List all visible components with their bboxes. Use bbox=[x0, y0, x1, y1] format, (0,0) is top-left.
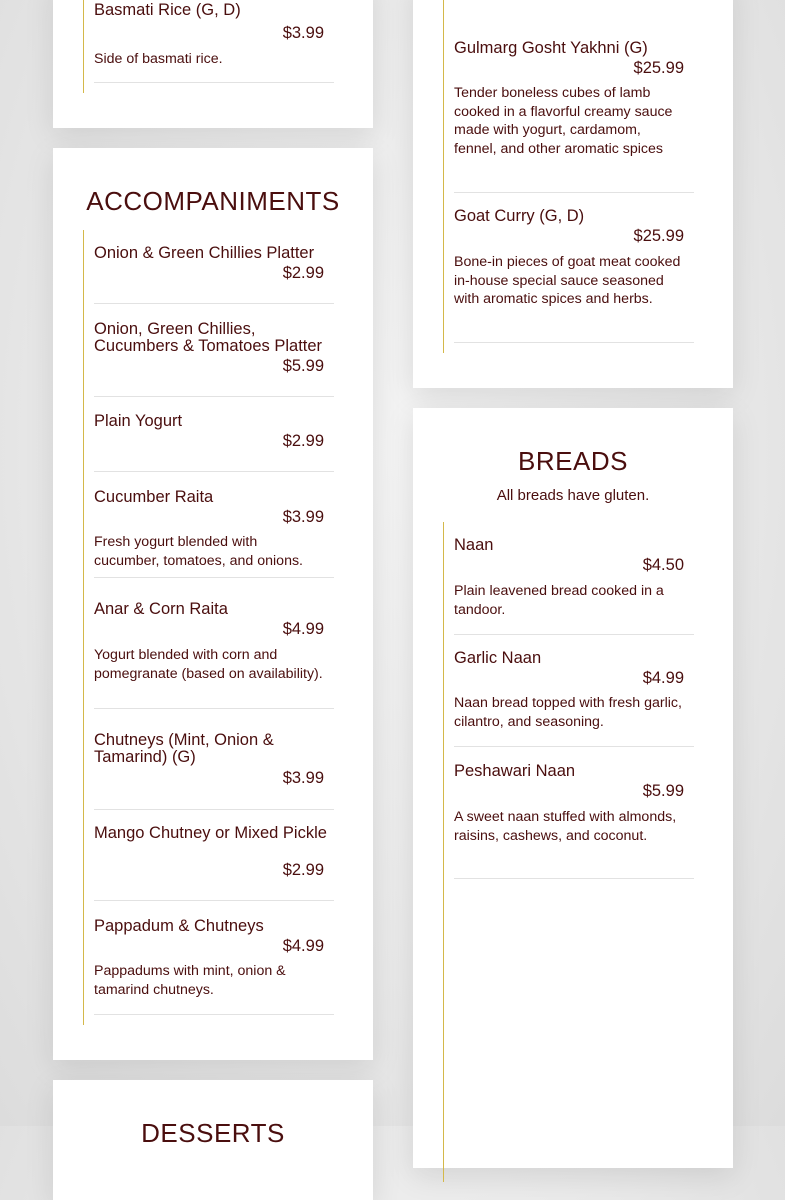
section-title: ACCOMPANIMENTS bbox=[86, 186, 340, 216]
item-divider bbox=[454, 878, 694, 879]
item-description: Naan bread topped with fresh garlic, cilantro, and seasoning. bbox=[454, 695, 682, 730]
item-name: Pappadum & Chutneys bbox=[94, 917, 264, 935]
item-divider bbox=[454, 746, 694, 747]
section-note: All breads have gluten. bbox=[496, 487, 650, 504]
item-divider bbox=[94, 577, 334, 578]
item-divider bbox=[94, 471, 334, 472]
item-name: Anar & Corn Raita bbox=[94, 600, 228, 618]
item-divider bbox=[94, 303, 334, 304]
item-divider bbox=[94, 82, 334, 83]
item-name: Basmati Rice (G, D) bbox=[94, 1, 241, 19]
item-price: $4.99 bbox=[282, 620, 324, 638]
item-price: $2.99 bbox=[282, 861, 324, 879]
item-name: Chutneys (Mint, Onion & Tamarind) (G) bbox=[94, 731, 274, 766]
item-price: $25.99 bbox=[633, 227, 684, 245]
rice-card bbox=[53, 0, 373, 128]
item-description: Tender boneless cubes of lamb cooked in a flavorful creamy sauce made with yogurt, cardamom, fennel, and other aromatic spices bbox=[454, 85, 673, 157]
rice-items bbox=[83, 0, 324, 93]
item-price: $5.99 bbox=[642, 782, 684, 800]
item-name: Cucumber Raita bbox=[94, 488, 214, 506]
item-name: Mango Chutney or Mixed Pickle bbox=[94, 824, 327, 842]
item-name: Onion, Green Chillies, Cucumbers & Tomatoes Platter bbox=[94, 320, 323, 355]
desserts-card bbox=[53, 1080, 373, 1200]
item-description: Bone-in pieces of goat meat cooked in-house special sauce seasoned with aromatic spices and herbs. bbox=[454, 254, 681, 307]
item-description: Yogurt blended with corn and pomegranate (based on availability). bbox=[94, 647, 323, 682]
accompaniments-items bbox=[83, 230, 327, 1025]
accompaniments-card bbox=[53, 148, 373, 1060]
item-divider bbox=[94, 900, 334, 901]
item-name: Gulmarg Gosht Yakhni (G) bbox=[454, 39, 648, 57]
item-price: $4.99 bbox=[642, 669, 684, 687]
section-title: DESSERTS bbox=[141, 1118, 285, 1148]
item-name: Peshawari Naan bbox=[454, 762, 576, 780]
item-price: $4.50 bbox=[642, 556, 684, 574]
item-divider bbox=[454, 342, 694, 343]
item-price: $2.99 bbox=[282, 264, 324, 282]
item-price: $3.99 bbox=[282, 769, 324, 787]
item-divider bbox=[94, 809, 334, 810]
item-price: $3.99 bbox=[282, 24, 324, 42]
section-title: BREADS bbox=[518, 446, 628, 476]
lamb-card bbox=[413, 0, 733, 388]
item-name: Naan bbox=[454, 536, 494, 554]
item-divider bbox=[94, 708, 334, 709]
item-name: Garlic Naan bbox=[454, 649, 542, 667]
item-description: Pappadums with mint, onion & tamarind chutneys. bbox=[94, 963, 286, 998]
item-name: Plain Yogurt bbox=[94, 412, 183, 430]
item-price: $5.99 bbox=[282, 357, 324, 375]
item-price: $2.99 bbox=[282, 432, 324, 450]
breads-items bbox=[443, 522, 684, 1182]
item-name: Goat Curry (G, D) bbox=[454, 207, 585, 225]
item-description: Plain leavened bread cooked in a tandoor. bbox=[454, 583, 664, 618]
item-divider bbox=[454, 634, 694, 635]
item-price: $25.99 bbox=[633, 59, 684, 77]
item-description: A sweet naan stuffed with almonds, raisins, cashews, and coconut. bbox=[454, 809, 677, 844]
breads-card bbox=[413, 408, 733, 1168]
item-description: Side of basmati rice. bbox=[94, 51, 223, 67]
item-price: $3.99 bbox=[282, 508, 324, 526]
item-divider bbox=[94, 396, 334, 397]
item-divider bbox=[94, 1014, 334, 1015]
item-divider bbox=[454, 192, 694, 193]
lamb-items bbox=[443, 0, 684, 353]
item-name: Onion & Green Chillies Platter bbox=[94, 244, 315, 262]
item-price: $4.99 bbox=[282, 937, 324, 955]
item-description: Fresh yogurt blended with cucumber, tomatoes, and onions. bbox=[94, 534, 303, 569]
